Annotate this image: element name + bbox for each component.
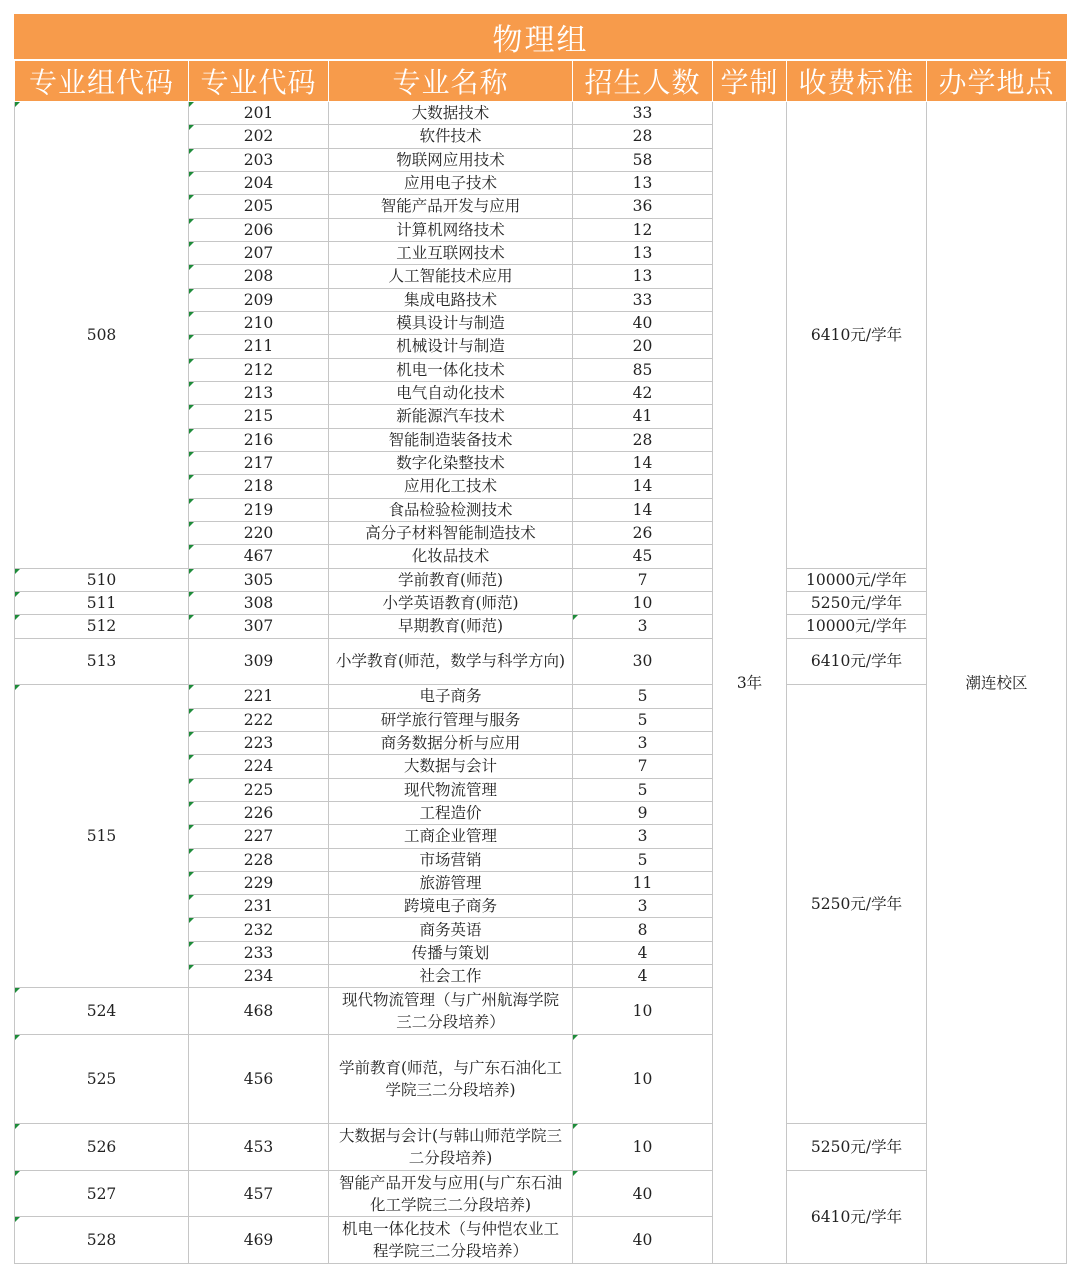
- enrollment-cell: 28: [573, 428, 713, 451]
- duration-cell: 3年: [713, 102, 787, 1264]
- major-name-cell: 社会工作: [329, 965, 573, 988]
- table-row: [15, 591, 1067, 614]
- major-name-cell: 市场营销: [329, 848, 573, 871]
- major-name-cell: 现代物流管理: [329, 778, 573, 801]
- major-code-cell: 222: [189, 708, 329, 731]
- enrollment-cell: 14: [573, 475, 713, 498]
- major-name-cell: 大数据技术: [329, 102, 573, 125]
- header-duration: 学制: [713, 60, 787, 102]
- fee-cell: 5250元/学年: [787, 591, 927, 614]
- major-name-cell: 学前教育(师范): [329, 568, 573, 591]
- major-code-cell: 456: [189, 1035, 329, 1124]
- fee-cell: 6410元/学年: [787, 638, 927, 685]
- major-code-cell: 211: [189, 335, 329, 358]
- major-code-cell: 309: [189, 638, 329, 685]
- major-code-cell: 201: [189, 102, 329, 125]
- major-code-cell: 233: [189, 941, 329, 964]
- header-enrollment: 招生人数: [573, 60, 713, 102]
- major-code-cell: 229: [189, 871, 329, 894]
- enrollment-cell: 13: [573, 241, 713, 264]
- header-major-name: 专业名称: [329, 60, 573, 102]
- enrollment-cell: 26: [573, 521, 713, 544]
- group-code-cell: 515: [15, 685, 189, 988]
- fee-cell: 5250元/学年: [787, 685, 927, 1124]
- enrollment-cell: 10: [573, 591, 713, 614]
- enrollment-cell: 9: [573, 801, 713, 824]
- major-name-cell: 工商企业管理: [329, 825, 573, 848]
- major-code-cell: 212: [189, 358, 329, 381]
- major-code-cell: 209: [189, 288, 329, 311]
- major-name-cell: 跨境电子商务: [329, 895, 573, 918]
- enrollment-cell: 40: [573, 311, 713, 334]
- major-name-cell: 新能源汽车技术: [329, 405, 573, 428]
- enrollment-cell: 42: [573, 381, 713, 404]
- major-code-cell: 210: [189, 311, 329, 334]
- header-group-code: 专业组代码: [15, 60, 189, 102]
- major-code-cell: 216: [189, 428, 329, 451]
- table-row: [15, 1124, 1067, 1171]
- enrollment-cell: 5: [573, 848, 713, 871]
- major-code-cell: 219: [189, 498, 329, 521]
- sheet-title: 物理组: [15, 15, 1067, 61]
- major-name-cell: 机电一体化技术: [329, 358, 573, 381]
- enrollment-cell: 7: [573, 568, 713, 591]
- table-body: [15, 102, 1067, 1264]
- major-name-cell: 化妆品技术: [329, 545, 573, 568]
- fee-cell: 10000元/学年: [787, 568, 927, 591]
- major-name-text: 学前教育(师范，与广东石油化工学院三二分段培养): [338, 1059, 563, 1100]
- major-name-cell: 人工智能技术应用: [329, 265, 573, 288]
- major-name-cell: 早期教育(师范): [329, 615, 573, 638]
- location-cell: 潮连校区: [927, 102, 1067, 1264]
- enrollment-cell: 5: [573, 685, 713, 708]
- major-name-text: 机电一体化技术（与仲恺农业工程学院三二分段培养）: [341, 1220, 559, 1261]
- major-name-cell: 传播与策划: [329, 941, 573, 964]
- major-code-cell: 220: [189, 521, 329, 544]
- major-code-cell: 207: [189, 241, 329, 264]
- enrollment-cell: 10: [573, 988, 713, 1035]
- major-code-cell: 232: [189, 918, 329, 941]
- enrollment-cell: 33: [573, 288, 713, 311]
- enrollment-cell: 33: [573, 102, 713, 125]
- enrollment-cell: 11: [573, 871, 713, 894]
- major-name-cell: 集成电路技术: [329, 288, 573, 311]
- major-name-cell: [329, 1217, 573, 1264]
- major-code-cell: 218: [189, 475, 329, 498]
- major-name-cell: 商务英语: [329, 918, 573, 941]
- major-name-cell: [329, 1170, 573, 1217]
- major-code-cell: 226: [189, 801, 329, 824]
- major-code-cell: 308: [189, 591, 329, 614]
- enrollment-cell: 20: [573, 335, 713, 358]
- major-name-cell: [329, 638, 573, 685]
- enrollment-cell: 41: [573, 405, 713, 428]
- major-code-cell: 453: [189, 1124, 329, 1171]
- enrollment-cell: 7: [573, 755, 713, 778]
- major-code-cell: 208: [189, 265, 329, 288]
- major-name-cell: 电气自动化技术: [329, 381, 573, 404]
- enrollment-cell: 12: [573, 218, 713, 241]
- major-name-cell: 机械设计与制造: [329, 335, 573, 358]
- header-location: 办学地点: [927, 60, 1067, 102]
- major-name-cell: 商务数据分析与应用: [329, 731, 573, 754]
- major-code-cell: 206: [189, 218, 329, 241]
- fee-cell: 6410元/学年: [787, 102, 927, 569]
- major-name-cell: 工业互联网技术: [329, 241, 573, 264]
- enrollment-cell: 36: [573, 195, 713, 218]
- enrollment-cell: 30: [573, 638, 713, 685]
- group-code-cell: 524: [15, 988, 189, 1035]
- enrollment-cell: 8: [573, 918, 713, 941]
- fee-cell: 5250元/学年: [787, 1124, 927, 1171]
- major-code-cell: 305: [189, 568, 329, 591]
- group-code-cell: 528: [15, 1217, 189, 1264]
- major-name-cell: 电子商务: [329, 685, 573, 708]
- major-name-cell: 小学英语教育(师范): [329, 591, 573, 614]
- major-code-cell: 468: [189, 988, 329, 1035]
- major-name-text: 小学教育(师范，数学与科学方向): [335, 652, 566, 671]
- major-name-cell: [329, 1124, 573, 1171]
- major-code-cell: 221: [189, 685, 329, 708]
- major-name-cell: 物联网应用技术: [329, 148, 573, 171]
- major-code-cell: 469: [189, 1217, 329, 1264]
- enrollment-cell: 14: [573, 498, 713, 521]
- major-code-cell: 225: [189, 778, 329, 801]
- major-name-cell: 大数据与会计: [329, 755, 573, 778]
- table-row: [15, 1170, 1067, 1217]
- table-row: [15, 615, 1067, 638]
- fee-cell: 10000元/学年: [787, 615, 927, 638]
- major-code-cell: 204: [189, 171, 329, 194]
- header-major-code: 专业代码: [189, 60, 329, 102]
- major-name-cell: [329, 1035, 573, 1124]
- group-code-cell: 525: [15, 1035, 189, 1124]
- major-name-cell: 研学旅行管理与服务: [329, 708, 573, 731]
- major-code-cell: 467: [189, 545, 329, 568]
- enrollment-cell: 3: [573, 825, 713, 848]
- major-name-text: 现代物流管理（与广州航海学院三二分段培养）: [341, 991, 559, 1032]
- major-code-cell: 231: [189, 895, 329, 918]
- major-name-cell: 智能产品开发与应用: [329, 195, 573, 218]
- major-code-cell: 234: [189, 965, 329, 988]
- major-name-cell: 应用化工技术: [329, 475, 573, 498]
- major-code-cell: 227: [189, 825, 329, 848]
- enrollment-cell: 40: [573, 1170, 713, 1217]
- enrollment-cell: 5: [573, 778, 713, 801]
- enrollment-cell: 4: [573, 965, 713, 988]
- major-code-cell: 203: [189, 148, 329, 171]
- major-code-cell: 224: [189, 755, 329, 778]
- major-name-cell: 食品检验检测技术: [329, 498, 573, 521]
- enrollment-cell: 85: [573, 358, 713, 381]
- major-code-cell: 213: [189, 381, 329, 404]
- major-name-text: 大数据与会计(与韩山师范学院三二分段培养): [338, 1126, 563, 1167]
- major-code-cell: 457: [189, 1170, 329, 1217]
- major-code-cell: 223: [189, 731, 329, 754]
- major-name-cell: 应用电子技术: [329, 171, 573, 194]
- major-code-cell: 202: [189, 125, 329, 148]
- group-code-cell: 527: [15, 1170, 189, 1217]
- table-row: [15, 102, 1067, 125]
- major-code-cell: 307: [189, 615, 329, 638]
- table-row: [15, 685, 1067, 708]
- group-code-cell: 513: [15, 638, 189, 685]
- major-name-cell: 工程造价: [329, 801, 573, 824]
- admission-table: [14, 14, 1067, 1264]
- major-name-cell: 旅游管理: [329, 871, 573, 894]
- group-code-cell: 510: [15, 568, 189, 591]
- major-name-cell: 数字化染整技术: [329, 451, 573, 474]
- major-name-cell: [329, 988, 573, 1035]
- table-row: [15, 568, 1067, 591]
- enrollment-cell: 13: [573, 265, 713, 288]
- group-code-cell: 511: [15, 591, 189, 614]
- enrollment-cell: 5: [573, 708, 713, 731]
- enrollment-cell: 14: [573, 451, 713, 474]
- group-code-cell: 512: [15, 615, 189, 638]
- header-fee: 收费标准: [787, 60, 927, 102]
- enrollment-cell: 4: [573, 941, 713, 964]
- table-row: [15, 638, 1067, 685]
- major-name-cell: 智能制造装备技术: [329, 428, 573, 451]
- enrollment-cell: 3: [573, 895, 713, 918]
- major-name-cell: 计算机网络技术: [329, 218, 573, 241]
- major-name-cell: 软件技术: [329, 125, 573, 148]
- major-code-cell: 205: [189, 195, 329, 218]
- major-name-text: 智能产品开发与应用(与广东石油化工学院三二分段培养): [338, 1173, 563, 1214]
- major-name-cell: 高分子材料智能制造技术: [329, 521, 573, 544]
- enrollment-cell: 45: [573, 545, 713, 568]
- enrollment-cell: 10: [573, 1124, 713, 1171]
- major-code-cell: 228: [189, 848, 329, 871]
- fee-cell: 6410元/学年: [787, 1170, 927, 1263]
- enrollment-cell: 13: [573, 171, 713, 194]
- enrollment-cell: 58: [573, 148, 713, 171]
- enrollment-cell: 3: [573, 615, 713, 638]
- enrollment-cell: 40: [573, 1217, 713, 1264]
- enrollment-cell: 3: [573, 731, 713, 754]
- group-code-cell: 508: [15, 102, 189, 569]
- enrollment-cell: 28: [573, 125, 713, 148]
- enrollment-cell: 10: [573, 1035, 713, 1124]
- major-name-cell: 模具设计与制造: [329, 311, 573, 334]
- major-code-cell: 215: [189, 405, 329, 428]
- group-code-cell: 526: [15, 1124, 189, 1171]
- major-code-cell: 217: [189, 451, 329, 474]
